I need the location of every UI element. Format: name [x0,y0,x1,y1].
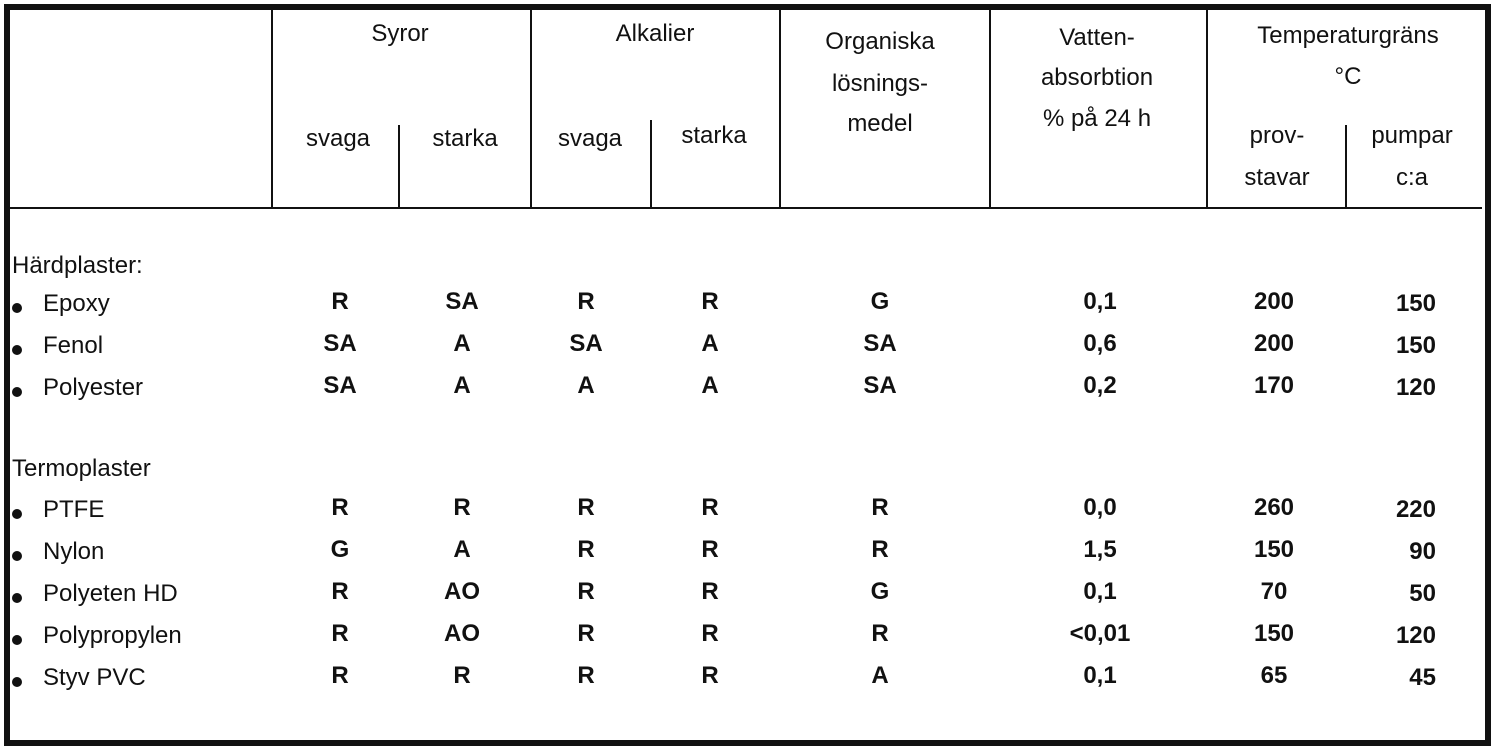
material-name: Polyester [43,374,144,401]
cell-syror-svaga: R [331,578,349,605]
cell-pumpar: 120 [1395,374,1436,401]
bullet-icon [12,677,22,687]
cell-syror-svaga: SA [323,372,357,399]
cell-syror-starka: SA [445,288,479,315]
cell-alk-svaga: R [577,578,595,605]
cell-syror-starka: R [453,662,471,689]
cell-alk-starka: R [701,494,719,521]
cell-organiska: SA [863,372,897,399]
cell-prov: 70 [1260,578,1288,605]
bullet-icon [12,593,22,603]
cell-organiska: G [870,578,890,605]
header-vatten-3: % på 24 h [1042,105,1152,132]
cell-alk-starka: A [701,330,719,357]
header-temperatur-1: Temperaturgräns [1257,22,1439,49]
cell-prov: 65 [1260,662,1288,689]
material-name: Epoxy [43,290,110,317]
cell-vatten: 1,5 [1083,536,1117,563]
cell-alk-starka: R [701,288,719,315]
col-divider-vatten-temp [1206,10,1208,208]
material-name: PTFE [43,496,105,523]
header-organiska-3: medel [847,110,913,137]
cell-organiska: A [871,662,889,689]
cell-syror-svaga: R [331,620,349,647]
cell-alk-starka: R [701,578,719,605]
bullet-icon [12,345,22,355]
bullet-icon [12,635,22,645]
cell-alk-starka: R [701,620,719,647]
group-title-termoplaster: Termoplaster [12,455,151,482]
cell-prov: 150 [1253,620,1295,647]
cell-vatten: 0,6 [1083,330,1117,357]
cell-vatten: 0,2 [1083,372,1117,399]
sub-divider-alkalier [650,120,652,208]
cell-pumpar: 150 [1395,332,1436,359]
cell-syror-svaga: R [331,662,349,689]
cell-alk-svaga: R [577,620,595,647]
cell-syror-svaga: SA [323,330,357,357]
cell-alk-svaga: R [577,536,595,563]
cell-vatten: 0,1 [1083,288,1117,315]
material-name: Nylon [43,538,105,565]
cell-prov: 200 [1253,288,1295,315]
header-alk-svaga: svaga [557,125,623,152]
cell-vatten: 0,0 [1083,494,1117,521]
cell-organiska: SA [863,330,897,357]
header-pumpar-2: c:a [1395,164,1429,191]
col-divider-material [271,10,273,208]
col-divider-syror-alkalier [530,10,532,208]
header-syror: Syror [371,20,429,47]
cell-prov: 200 [1253,330,1295,357]
cell-pumpar: 90 [1409,538,1436,565]
cell-alk-svaga: SA [569,330,603,357]
header-syror-starka: starka [432,125,498,152]
cell-syror-starka: R [453,494,471,521]
cell-alk-svaga: R [577,288,595,315]
cell-organiska: G [870,288,890,315]
cell-pumpar: 50 [1409,580,1436,607]
cell-vatten: 0,1 [1083,578,1117,605]
cell-organiska: R [871,536,889,563]
col-divider-organiska-vatten [989,10,991,208]
material-name: Polypropylen [43,622,182,649]
material-name: Polyeten HD [43,580,178,607]
cell-organiska: R [871,620,889,647]
material-name: Styv PVC [43,664,146,691]
cell-pumpar: 45 [1409,664,1436,691]
cell-organiska: R [871,494,889,521]
cell-syror-starka: A [453,372,471,399]
header-alk-starka: starka [681,122,747,149]
col-divider-alkalier-organiska [779,10,781,208]
header-prov-2: stavar [1244,164,1310,191]
cell-vatten: 0,1 [1083,662,1117,689]
cell-prov: 170 [1253,372,1295,399]
header-temperatur-2: °C [1334,63,1362,90]
bullet-icon [12,387,22,397]
cell-prov: 150 [1253,536,1295,563]
header-alkalier: Alkalier [615,20,695,47]
cell-syror-svaga: G [330,536,350,563]
cell-syror-svaga: R [331,288,349,315]
cell-vatten: <0,01 [1069,620,1131,647]
bullet-icon [12,551,22,561]
header-vatten-1: Vatten- [1059,24,1135,51]
cell-prov: 260 [1253,494,1295,521]
sub-divider-temp [1345,125,1347,208]
cell-syror-starka: A [453,330,471,357]
cell-pumpar: 120 [1395,622,1436,649]
cell-alk-svaga: R [577,662,595,689]
cell-alk-svaga: A [577,372,595,399]
cell-syror-starka: AO [444,620,480,647]
header-prov-1: prov- [1249,122,1305,149]
cell-alk-starka: R [701,536,719,563]
header-vatten-2: absorbtion [1040,64,1154,91]
bullet-icon [12,303,22,313]
material-name: Fenol [43,332,104,359]
cell-syror-svaga: R [331,494,349,521]
header-rule [10,207,1482,209]
header-organiska-2: lösnings- [831,70,929,97]
header-organiska-1: Organiska [825,28,935,55]
cell-alk-starka: A [701,372,719,399]
cell-syror-starka: AO [444,578,480,605]
sub-divider-syror [398,125,400,208]
cell-syror-starka: A [453,536,471,563]
header-pumpar-1: pumpar [1371,122,1453,149]
cell-alk-starka: R [701,662,719,689]
header-syror-svaga: svaga [305,125,371,152]
group-title-hardplaster: Härdplaster: [12,252,143,279]
cell-alk-svaga: R [577,494,595,521]
cell-pumpar: 220 [1395,496,1436,523]
cell-pumpar: 150 [1395,290,1436,317]
bullet-icon [12,509,22,519]
